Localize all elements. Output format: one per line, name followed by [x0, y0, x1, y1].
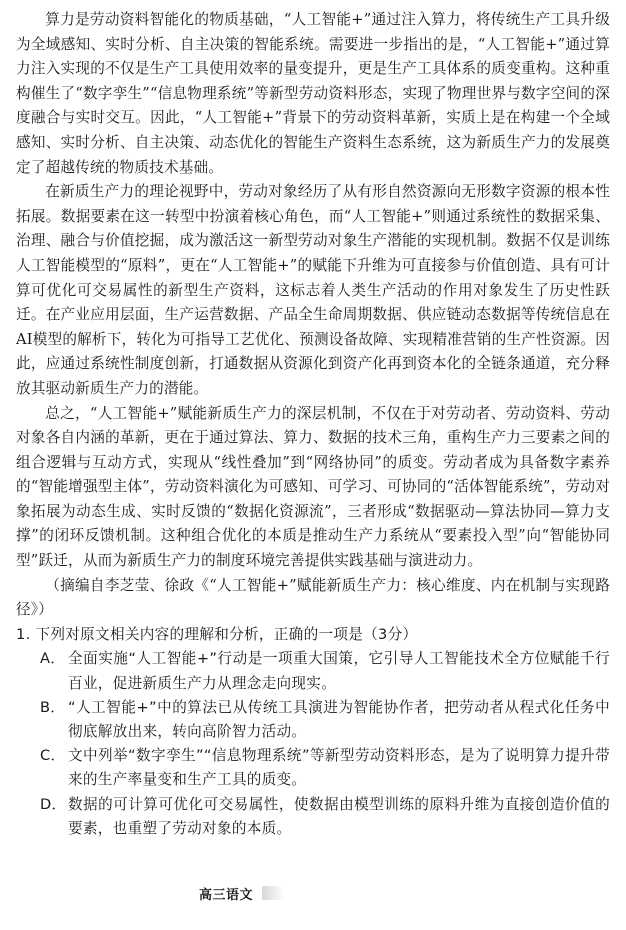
- option-c[interactable]: [40, 744, 610, 792]
- option-a[interactable]: [40, 647, 610, 695]
- option-letter: A．: [40, 650, 66, 668]
- option-letter: D．: [40, 795, 67, 813]
- passage-source-citation: （摘编自李芝莹、徐政《“人工智能+”赋能新质生产力：核心维度、内在机制与实现路径》）: [16, 576, 610, 619]
- question-1: [16, 623, 610, 841]
- passage-paragraph-1: 算力是劳动资料智能化的物质基础，“人工智能+”通过注入算力，将传统生产工具升级为全域感知、实时分析、自主决策的智能系统。需要进一步指出的是，“人工智能+”通过算力注入实现的不仅是生产工具使用效率的量变提升，更是生产工具体系的质变重构。这种重构催生了“数字孪生”“信息物理系统”等新型劳动资料形态，实现了物理世界与数字空间的深度融合与实时交互。因此，“人工智能+”背景下的劳动资料革新，实质上是在构建一个全域感知、实时分析、自主决策、动态优化的智能生产资料生态系统，这为新质生产力的发展奠定了超越传统的物质技术基础。: [16, 11, 610, 176]
- reading-passage: [16, 8, 610, 623]
- page-footer-subject: 高三语文: [199, 888, 254, 903]
- footer-smudge: [262, 886, 284, 900]
- option-b[interactable]: [40, 696, 610, 744]
- option-letter: B．: [40, 698, 66, 716]
- option-text: 文中列举“数字孪生”“信息物理系统”等新型劳动资料形态，是为了说明算力提升带来的生产率量变和生产工具的质变。: [68, 747, 610, 789]
- question-number: 1.: [16, 625, 31, 643]
- option-text: 全面实施“人工智能+”行动是一项重大国策，它引导人工智能技术全方位赋能千行百业，促进新质生产力从理念走向现实。: [68, 650, 610, 692]
- option-d[interactable]: [40, 793, 610, 841]
- option-text: “人工智能+”中的算法已从传统工具演进为智能协作者，把劳动者从程式化任务中彻底解放出来，转向高阶智力活动。: [68, 698, 610, 741]
- option-text: 数据的可计算可优化可交易属性，使数据由模型训练的原料升维为直接创造价值的要素，也重塑了劳动对象的本质。: [68, 795, 610, 837]
- question-stem: [16, 623, 610, 648]
- passage-paragraph-2: 在新质生产力的理论视野中，劳动对象经历了从有形自然资源向无形数字资源的根本性拓展。数据要素在这一转型中扮演着核心角色，而“人工智能+”则通过系统性的数据采集、治理、融合与价值挖掘，成为激活这一新型劳动对象生产潜能的实现机制。数据不仅是训练人工智能模型的“原料”，更在“人工智能+”的赋能下升维为可直接参与价值创造、具有可计算可优化可交易属性的新型生产资料，这标志着人类生产活动的作用对象发生了历史性跃迁。在产业应用层面，生产运营数据、产品全生命周期数据、供应链动态数据等传统信息在AI模型的解析下，转化为可指导工艺优化、预测设备故障、实现精准营销的生产性资源。因此，应通过系统性制度创新，打通数据从资源化到资产化再到资本化的全链条通道，充分释放其驱动新质生产力的潜能。: [16, 183, 610, 397]
- option-letter: C．: [40, 747, 66, 765]
- passage-paragraph-3: 总之，“人工智能+”赋能新质生产力的深层机制，不仅在于对劳动者、劳动资料、劳动对象各自内涵的革新，更在于通过算法、算力、数据的技术三角，重构生产力三要素之间的组合逻辑与互动方式，实现从“线性叠加”到“网络协同”的质变。劳动者成为具备数字素养的“智能增强型主体”，劳动资料演化为可感知、可学习、可协同的“活体智能系统”，劳动对象拓展为动态生成、实时反馈的“数据化资源流”，三者形成“数据驱动—算法协同—算力支撑”的闭环反馈机制。这种组合优化的本质是推动生产力系统从“要素投入型”向“智能协同型”跃迁，从而为新质生产力的制度环境完善提供实践基础与演进动力。: [16, 404, 610, 570]
- question-stem-text: 下列对原文相关内容的理解和分析，正确的一项是（3分）: [35, 625, 418, 643]
